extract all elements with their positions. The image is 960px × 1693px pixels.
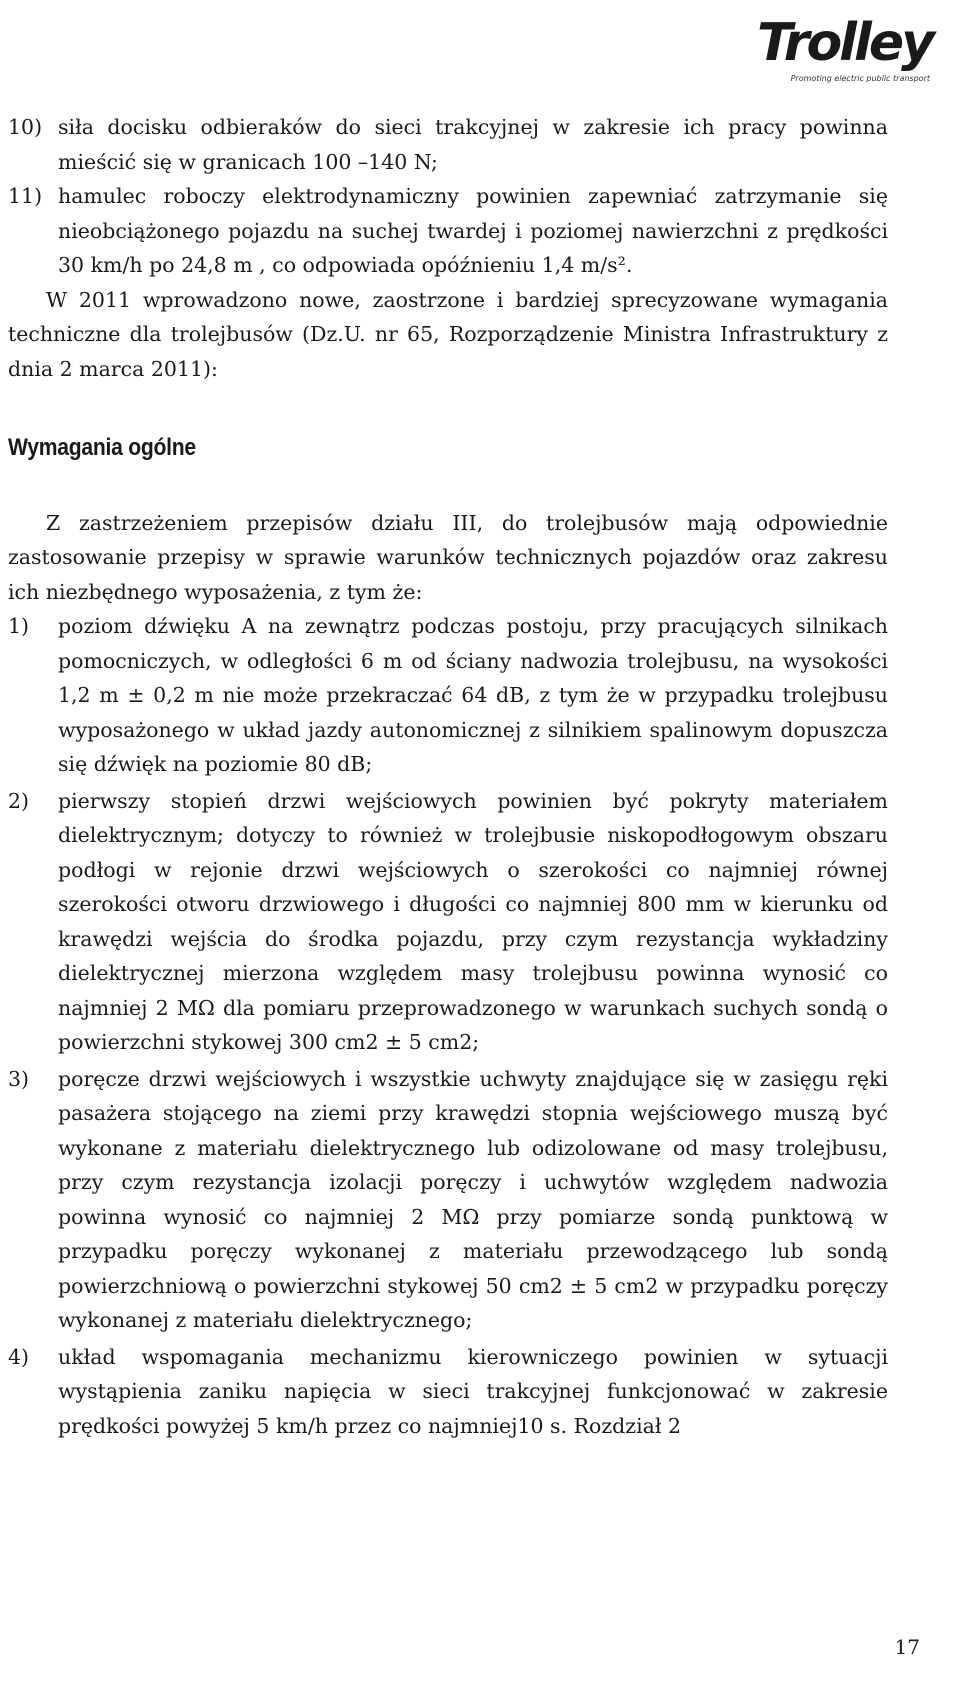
trolley-logo <box>757 12 932 92</box>
list-item-text: hamulec roboczy elektrodynamiczny powinien zapewniać zatrzymanie się nieobciążonego pojazdu na suchej twardej i poziomej nawierzchni z prędkości 30 km/h po 24,8 m , co odpowiada opóźnieniu 1,4 m/s². <box>58 184 888 277</box>
list-item-text: układ wspomagania mechanizmu kierowniczego powinien w sytuacji wystąpienia zaniku napięcia w sieci trakcyjnej funkcjonować w zakresie prędkości powyżej 5 km/h przez co najmniej10 s. Rozdział 2 <box>58 1344 888 1438</box>
section-paragraph: Z zastrzeżeniem przepisów działu III, do trolejbusów mają odpowiednie zastosowanie przepisy w sprawie warunków technicznych pojazdów oraz zakresu ich niezbędnego wyposażenia, z tym że: <box>8 510 888 604</box>
logo-tagline: Promoting electric public transport <box>790 74 930 83</box>
list-item <box>8 609 888 782</box>
logo-wordmark: Trolley <box>757 13 932 73</box>
list-item-text: siła docisku odbieraków do sieci trakcyjnej w zakresie ich pracy powinna mieścić się w granicach 100 –140 N; <box>58 115 888 174</box>
list-item-text: poręcze drzwi wejściowych i wszystkie uchwyty znajdujące się w zasięgu ręki pasażera stojącego na ziemi przy krawędzi stopnia wejściowego muszą być wykonane z materiału dielektrycznego lub odizolowane od masy trolejbusu, przy czym rezystancja izolacji poręczy i uchwytów względem nadwozia powinna wynosić co najmniej 2 MΩ przy pomiarze sondą punktową w przypadku poręczy wykonanej z materiału przewodzącego lub sondą powierzchniową o powierzchni stykowej 50 cm2 ± 5 cm2 w przypadku poręczy wykonanej z materiału dielektrycznego; <box>58 1066 888 1332</box>
list-item <box>8 1062 888 1338</box>
document-body <box>8 110 888 1443</box>
list-item-number: 2) <box>8 788 30 813</box>
list-item-number: 11) <box>8 184 43 208</box>
list-item-text: poziom dźwięku A na zewnątrz podczas postoju, przy pracujących silnikach pomocniczych, w odległości 6 m od ściany nadwozia trolejbusu, na wysokości 1,2 m ± 0,2 m nie może przekraczać 64 dB, z tym że w przypadku trolejbusu wyposażonego w układ jazdy autonomicznej z silnikiem spalinowym dopuszcza się dźwięk na poziomie 80 dB; <box>58 614 888 776</box>
list-item-text: pierwszy stopień drzwi wejściowych powinien być pokryty materiałem dielektrycznym; dotyczy to również w trolejbusie niskopodłogowym obszaru podłogi w rejonie drzwi wejściowych o szerokości co najmniej równej szerokości otworu drzwiowego i długości co najmniej 800 mm w kierunku od krawędzi wejścia do środka pojazdu, przy czym rezystancja wykładziny dielektrycznej mierzona względem masy trolejbusu powinna wynosić co najmniej 2 MΩ dla pomiaru przeprowadzonego w warunkach suchych sondą o powierzchni stykowej 300 cm2 ± 5 cm2; <box>58 788 888 1054</box>
list-item <box>8 784 888 1060</box>
intro-paragraph: W 2011 wprowadzono nowe, zaostrzone i bardziej sprecyzowane wymagania techniczne dla trolejbusów (Dz.U. nr 65, Rozporządzenie Ministra Infrastruktury z dnia 2 marca 2011): <box>8 287 888 381</box>
list-item <box>8 179 888 283</box>
list-item-number: 3) <box>8 1066 30 1091</box>
list-item-number: 1) <box>8 614 30 638</box>
section-heading: Wymagania ogólne <box>8 434 196 461</box>
list-item <box>8 110 888 179</box>
list-item-number: 4) <box>8 1344 30 1369</box>
list-item <box>8 1340 888 1444</box>
list-item-number: 10) <box>8 115 43 139</box>
page-number: 17 <box>894 1635 920 1659</box>
